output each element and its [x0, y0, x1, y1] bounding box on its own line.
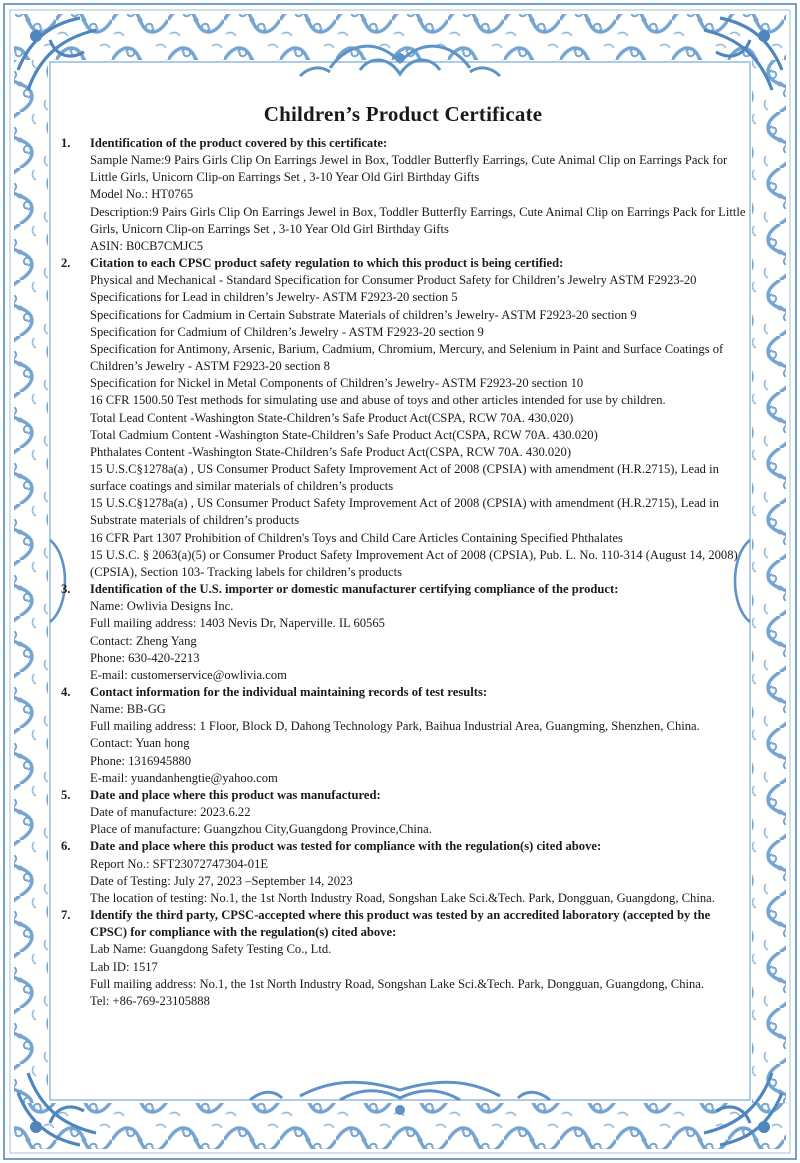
- page-title: Children’s Product Certificate: [263, 102, 543, 126]
- section-line: Date of Testing: July 27, 2023 –September 14, 2023: [90, 873, 353, 888]
- section-6: [58, 838, 748, 907]
- section-line: ASIN: B0CB7CMJC5: [90, 238, 204, 253]
- section-line: Description:9 Pairs Girls Clip On Earrings Jewel in Box, Toddler Butterfly Earrings, Cute Animal Clip on Earrings Pack for Little Girls, Unicorn Clip-on Earrings Set , 3-10 Year Old Girl Birthday Gifts: [90, 204, 746, 236]
- section-line: Phthalates Content -Washington State-Children’s Safe Product Act(CSPA, RCW 70A. 430.020): [90, 444, 572, 459]
- section-heading: Identification of the product covered by this certificate:: [90, 136, 388, 150]
- section-line: Date of manufacture: 2023.6.22: [90, 805, 251, 820]
- section-heading: Citation to each CPSC product safety regulation to which this product is being certified:: [90, 256, 564, 271]
- section-line: Contact: Yuan hong: [90, 736, 190, 751]
- section-number: 3.: [61, 582, 71, 597]
- section-heading: Identification of the U.S. importer or domestic manufacturer certifying compliance of the product:: [90, 582, 619, 597]
- section-number: 2.: [61, 256, 71, 271]
- section-line: E-mail: customerservice@owlivia.com: [90, 667, 287, 682]
- section-line: Specification for Cadmium of Children’s Jewelry - ASTM F2923-20 section 9: [90, 324, 484, 339]
- section-line: Sample Name:9 Pairs Girls Clip On Earrings Jewel in Box, Toddler Butterfly Earrings, Cute Animal Clip on Earrings Pack for Little Girls, Unicorn Clip-on Earrings Set , 3-10 Year Old Girl Birthday Gifts: [90, 153, 728, 185]
- section-line: Total Cadmium Content -Washington State-Children’s Safe Product Act(CSPA, RCW 70A. 430.020): [90, 427, 598, 442]
- section-line: 15 U.S.C§1278a(a) , US Consumer Product Safety Improvement Act of 2008 (CPSIA) with amendment (H.R.2715), Lead in Substrate materials of children’s products: [90, 496, 719, 528]
- certificate-body: [58, 102, 748, 1010]
- section-heading: Identify the third party, CPSC-accepted where this product was tested by an accredited laboratory (accepted by the CPSC) for compliance with the regulation(s) cited above:: [90, 908, 711, 940]
- section-line: Lab ID: 1517: [90, 959, 158, 974]
- section-number: 5.: [61, 787, 71, 802]
- section-line: Tel: +86-769-23105888: [90, 993, 210, 1008]
- section-line: Report No.: SFT23072747304-01E: [90, 856, 269, 871]
- section-line: Name: Owlivia Designs Inc.: [90, 599, 234, 614]
- section-heading: Date and place where this product was manufactured:: [90, 787, 381, 802]
- section-line: Specification for Antimony, Arsenic, Barium, Cadmium, Chromium, Mercury, and Selenium in Paint and Surface Coatings of Children’s Jewelry - ASTM F2923-20 section 8: [90, 341, 724, 374]
- section-line: Model No.: HT0765: [90, 187, 194, 202]
- section-line: E-mail: yuandanhengtie@yahoo.com: [90, 770, 278, 785]
- section-line: Phone: 1316945880: [90, 753, 192, 768]
- section-line: Full mailing address: 1403 Nevis Dr, Naperville. IL 60565: [90, 616, 385, 631]
- section-line: 16 CFR Part 1307 Prohibition of Children's Toys and Child Care Articles Containing Specified Phthalates: [90, 530, 623, 545]
- section-4: [58, 684, 748, 787]
- section-line: Total Lead Content -Washington State-Children’s Safe Product Act(CSPA, RCW 70A. 430.020): [90, 410, 574, 425]
- section-line: The location of testing: No.1, the 1st North Industry Road, Songshan Lake Sci.&Tech. Park, Dongguan, Guangdong, China.: [90, 890, 715, 905]
- section-line: 15 U.S.C§1278a(a) , US Consumer Product Safety Improvement Act of 2008 (CPSIA) with amendment (H.R.2715), Lead in surface coatings and similar materials of children’s products: [90, 461, 719, 494]
- section-line: Specifications for Lead in children’s Jewelry- ASTM F2923-20 section 5: [90, 290, 458, 305]
- section-heading: Date and place where this product was tested for compliance with the regulation(s) cited above:: [90, 839, 602, 854]
- section-line: Phone: 630-420-2213: [90, 650, 200, 665]
- section-line: Name: BB-GG: [90, 702, 166, 717]
- section-line: Contact: Zheng Yang: [90, 633, 197, 648]
- section-number: 1.: [61, 136, 71, 150]
- sections-list: [58, 135, 748, 1010]
- section-number: 7.: [61, 908, 71, 923]
- section-1: [58, 135, 748, 255]
- section-heading: Contact information for the individual maintaining records of test results:: [90, 685, 488, 699]
- section-line: 15 U.S.C. § 2063(a)(5) or Consumer Product Safety Improvement Act of 2008 (CPSIA), Pub. L. No. 110-314 (August 14, 2008) (CPSIA), Section 103- Tracking labels for children’s products: [90, 547, 738, 579]
- section-line: Lab Name: Guangdong Safety Testing Co., Ltd.: [90, 942, 332, 957]
- section-line: Place of manufacture: Guangzhou City,Guangdong Province,China.: [90, 822, 432, 837]
- section-line: Specifications for Cadmium in Certain Substrate Materials of children’s Jewelry- ASTM F2923-20 section 9: [90, 307, 637, 322]
- section-line: Full mailing address: 1 Floor, Block D, Dahong Technology Park, Baihua Industrial Area, Guangming, Shenzhen, China.: [90, 719, 700, 734]
- section-5: [58, 787, 748, 838]
- section-line: 16 CFR 1500.50 Test methods for simulating use and abuse of toys and other articles intended for use by children.: [90, 393, 666, 408]
- section-3: [58, 581, 748, 684]
- section-number: 4.: [61, 685, 71, 699]
- section-7: [58, 907, 748, 1010]
- section-number: 6.: [61, 839, 71, 854]
- section-2: [58, 255, 748, 581]
- section-line: Full mailing address: No.1, the 1st North Industry Road, Songshan Lake Sci.&Tech. Park, Dongguan, Guangdong, China.: [90, 976, 705, 991]
- section-line: Physical and Mechanical - Standard Specification for Consumer Product Safety for Children’s Jewelry ASTM F2923-20: [90, 273, 697, 288]
- section-line: Specification for Nickel in Metal Components of Children’s Jewelry- ASTM F2923-20 section 10: [90, 376, 584, 391]
